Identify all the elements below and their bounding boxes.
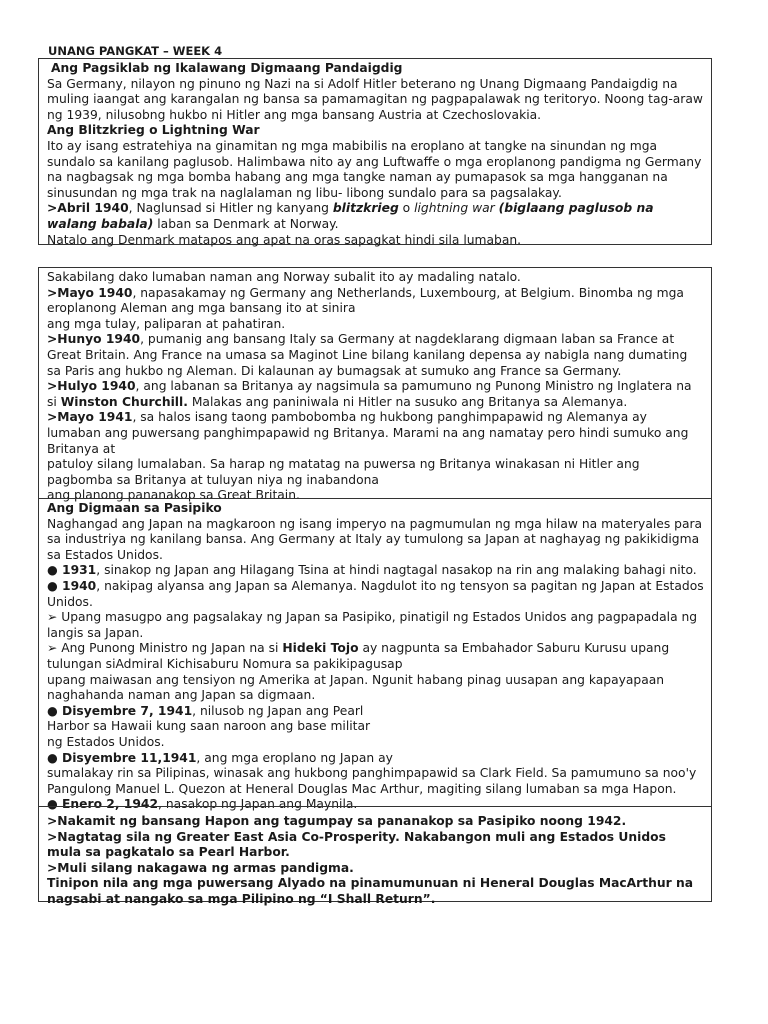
page-title: UNANG PANGKAT – WEEK 4 [48, 44, 223, 58]
text-span: , napasakamay ng Germany ang Netherlands, Luxembourg, at Belgium. Binomba ng mga eroplanong Aleman ang mga bansang ito at sinira [47, 285, 684, 316]
paragraph-mayo-1941 [47, 410, 704, 457]
text-span: , nasakop ng Japan ang Maynila. [158, 797, 358, 812]
term-lightning-war: lightning war [414, 201, 495, 216]
text-span: , ang mga eroplano ng Japan ay [196, 750, 393, 765]
paragraph: Ito ay isang estratehiya na ginamitan ng mga mabibilis na eroplano at tangke na sinundan ng mga sundalo sa kanilang paglusob. Halimbawa nito ay ang Luftwaffe o mga eroplanong pandigma ng Germany na nagbagsak ng mga bomba habang ang mga tangke naman ay pumapasok sa mga hangganan na sinusundan ng mga trak na naglalaman ng libu- libong sundalo para sa pagsalakay. [47, 138, 702, 200]
bullet-1931 [47, 563, 704, 579]
paragraph: Sa Germany, nilayon ng pinuno ng Nazi na si Adolf Hitler beterano ng Unang Digmaang Pandaigdig na muling iaangat ang karangalan ng bansa sa pamamagitan ng pagpapalawak ng teritoryo. Noong tag-araw ng 1939, nilusobng hukbo ni Hitler ang mga bansang Austria at Czechoslovakia. [47, 76, 703, 122]
text-span: o [398, 201, 415, 216]
summary-line: >Nagtatag sila ng Greater East Asia Co-Prosperity. Nakabangon muli ang Estados Unidos [47, 829, 666, 844]
date-label: >Mayo 1940 [47, 285, 133, 300]
text-span: Malakas ang paniniwala ni Hitler na susuko ang Britanya sa Alemanya. [187, 394, 628, 409]
section-box-pacific-war [38, 498, 712, 812]
section-box-europe-war [38, 267, 712, 503]
date-label: ● Enero 2, 1942 [47, 797, 159, 812]
subheading: Ang Blitzkrieg o Lightning War [47, 123, 260, 138]
section-heading: Ang Pagsiklab ng Ikalawang Digmaang Pandaigdig [51, 61, 403, 75]
section-box-blitzkrieg [38, 58, 712, 245]
date-label: ● Disyembre 11,1941 [47, 750, 197, 765]
date-label: >Mayo 1941 [47, 410, 133, 425]
paragraph: Natalo ang Denmark matapos ang apat na oras sapagkat hindi sila lumaban. [47, 232, 522, 247]
summary-line: >Nakamit ng bansang Hapon ang tagumpay sa pananakop sa Pasipiko noong 1942. [47, 814, 627, 828]
arrow-item: ➢ Upang masugpo ang pagsalakay ng Japan sa Pasipiko, pinatigil ng Estados Unidos ang pagpapadala ng langis sa Japan. [47, 610, 698, 640]
text-span: , sa halos isang taong pambobomba ng hukbong panghimpapawid ng Alemanya ay lumaban ang puwersang panghimpapawid ng Britanya. Marami na ang namatay pero hindi sumuko ang Britanya at [47, 410, 689, 456]
text-span: ➢ Ang Punong Ministro ng Japan na si [47, 641, 283, 656]
arrow-item [47, 641, 704, 672]
bullet-1940 [47, 579, 704, 610]
text-span: , pumanig ang bansang Italy sa Germany at nagdeklarang digmaan laban sa France at Great Britain. Ang France na umasa sa Maginot Line bilang kanilang depensa ay nabigla nang dumating sa Paris ang hukbo ng Aleman. Di kalaunan ay bumagsak at sumuko ang France sa Germany. [47, 332, 688, 378]
text-span: ay nagpunta sa Embahador Saburu Kurusu upang tulungan siAdmiral Kichisaburu Nomura sa pakikipagusap [47, 641, 670, 671]
paragraph: ang planong pananakop sa Great Britain. [47, 488, 300, 503]
text-span: , ang labanan sa Britanya ay nagsimula sa pamumuno ng Punong Ministro ng Inglatera na si [47, 379, 692, 409]
date-label: ● 1940 [47, 578, 97, 593]
paragraph: sumalakay rin sa Pilipinas, winasak ang hukbong panghimpapawid sa Clark Field. Sa pamumuno sa noo'y Pangulong Manuel L. Quezon at Heneral Douglas Mac Arthur, magiting silang lumaban sa mga Hapon. [47, 766, 697, 796]
bullet-dec-7-1941 [47, 704, 704, 720]
summary-line: mula sa pagkatalo sa Pearl Harbor. [47, 845, 290, 860]
bullet-dec-11-1941 [47, 751, 704, 767]
date-label: >Hulyo 1940 [47, 379, 136, 394]
date-label: >Hunyo 1940 [47, 332, 141, 347]
paragraph-abril-1940 [47, 201, 704, 232]
section-box-summary [38, 806, 712, 906]
paragraph: ng Estados Unidos. [47, 734, 165, 749]
paragraph-mayo-1940 [47, 286, 704, 317]
date-label: >Abril 1940 [47, 201, 129, 216]
date-label: ● 1931 [47, 563, 97, 578]
section-heading: Ang Digmaan sa Pasipiko [47, 501, 222, 515]
paragraph: Harbor sa Hawaii kung saan naroon ang base militar [47, 719, 371, 734]
text-span: laban sa Denmark at Norway. [153, 216, 339, 231]
text-span: , nakipag alyansa ang Japan sa Alemanya. Nagdulot ito ng tensyon sa pagitan ng Japan at Estados Unidos. [47, 578, 704, 609]
paragraph-hunyo-1940 [47, 332, 704, 379]
paragraph: Naghangad ang Japan na magkaroon ng isang imperyo na pagmumulan ng mga hilaw na materyales para sa industriya ng kanilang bansa. Ang Germany at Italy ay tumulong sa Japan at naghayag ng pakikidigma sa Estados Unidos. [47, 516, 703, 562]
summary-line: >Muli silang nakagawa ng armas pandigma. [47, 860, 354, 875]
text-span: , Naglunsad si Hitler ng kanyang [128, 201, 333, 216]
text-span: , nilusob ng Japan ang Pearl [192, 703, 364, 718]
paragraph: Sakabilang dako lumaban naman ang Norway subalit ito ay madaling natalo. [47, 270, 521, 284]
paragraph: patuloy silang lumalaban. Sa harap ng matatag na puwersa ng Britanya winakasan ni Hitler ang pagbomba sa Britanya at tuluyan niya ng inabandona [47, 457, 640, 487]
person-name: Hideki Tojo [282, 641, 359, 656]
paragraph: ang mga tulay, paliparan at pahatiran. [47, 316, 286, 331]
term-blitzkrieg: blitzkrieg [332, 201, 399, 216]
person-name: Winston Churchill. [60, 394, 188, 409]
text-span: , sinakop ng Japan ang Hilagang Tsina at hindi nagtagal nasakop na rin ang malaking bahagi nito. [96, 563, 697, 578]
paragraph-hulyo-1940 [47, 379, 704, 410]
date-label: ● Disyembre 7, 1941 [47, 703, 193, 718]
term-definition: (biglaang paglusob na walang babala) [47, 201, 654, 231]
paragraph: upang maiwasan ang tensiyon ng Amerika at Japan. Ngunit habang pinag uusapan ang kapayapaan naghahanda naman ang Japan sa digmaan. [47, 672, 665, 703]
summary-line: Tinipon nila ang mga puwersang Alyado na pinamumunuan ni Heneral Douglas MacArthur na nagsabi at nangako sa mga Pilipino ng “I Shall Return”. [47, 876, 694, 906]
